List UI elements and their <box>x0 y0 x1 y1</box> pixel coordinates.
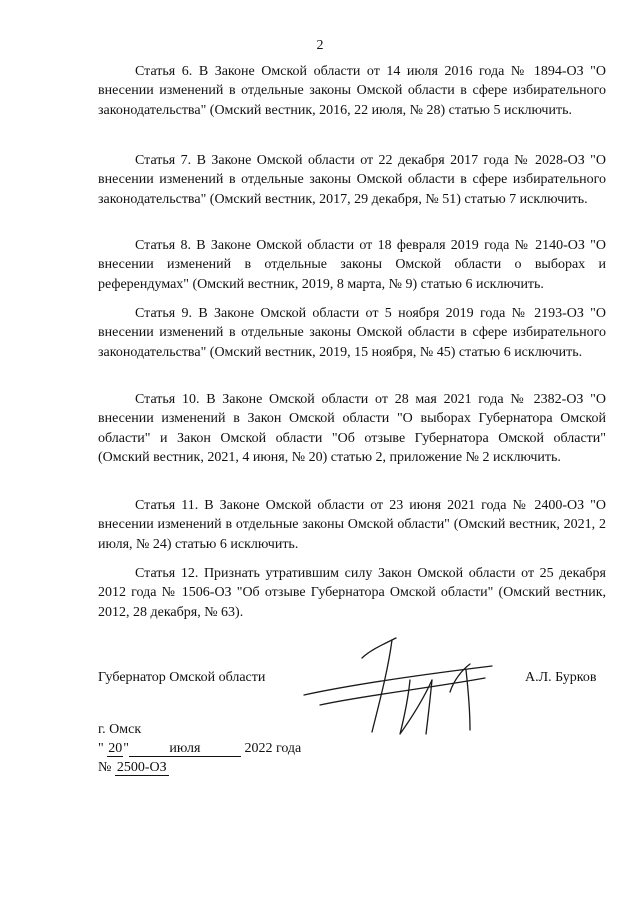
signatory-role: Губернатор Омской области <box>98 670 266 685</box>
handwritten-signature <box>300 630 500 740</box>
date-year: 2022 года <box>244 741 302 756</box>
article-11: Статья 11. В Законе Омской области от 23 июня 2021 года № 2400-ОЗ "О внесении изменений в отдельные законы Омской области" (Омский вестник, 2021, 2 июля, № 24) статью 6 исключить. <box>98 498 606 552</box>
date-close-quote: " <box>123 741 129 756</box>
article-7: Статья 7. В Законе Омской области от 22 декабря 2017 года № 2028-ОЗ "О внесении изменений в отдельные законы Омской области в сфере избирательного законодательства" (Омский вестник, 2017, 29 декабря, № 51) статью 7 исключить. <box>98 153 606 207</box>
date-month: июля <box>129 741 241 757</box>
article-8: Статья 8. В Законе Омской области от 18 февраля 2019 года № 2140-ОЗ "О внесении изменений в отдельные законы Омской области о выборах и референдумах" (Омский вестник, 2019, 8 марта, № 9) статью 6 исключить. <box>98 238 606 292</box>
date-day: 20 <box>108 741 123 756</box>
signing-date <box>98 741 301 757</box>
number-value: 2500-ОЗ <box>116 760 167 775</box>
article-6: Статья 6. В Законе Омской области от 14 июля 2016 года № 1894-ОЗ "О внесении изменений в отдельные законы Омской области в сфере избирательного законодательства" (Омский вестник, 2016, 22 июля, № 28) статью 5 исключить. <box>98 64 606 118</box>
number-sign: № <box>98 760 112 775</box>
article-12: Статья 12. Признать утратившим силу Закон Омской области от 25 декабря 2012 года № 1506-ОЗ "Об отзыве Губернатора Омской области" (Омский вестник, 2012, 28 декабря, № 63). <box>98 566 606 620</box>
place-of-signing: г. Омск <box>98 722 142 737</box>
law-number <box>98 760 169 776</box>
page-number: 2 <box>316 38 324 53</box>
article-9: Статья 9. В Законе Омской области от 5 ноября 2019 года № 2193-ОЗ "О внесении изменений в отдельные законы Омской области в сфере избирательного законодательства" (Омский вестник, 2019, 15 ноября, № 45) статью 6 исключить. <box>98 306 606 360</box>
article-10: Статья 10. В Законе Омской области от 28 мая 2021 года № 2382-ОЗ "О внесении изменений в Закон Омской области "О выборах Губернатора Омской области" и Закон Омской области "Об отзыве Губернатора Омской области" (Омский вестник, 2021, 4 июня, № 20) статью 2, приложение № 2 исключить. <box>98 392 606 466</box>
signatory-name: А.Л. Бурков <box>525 670 597 685</box>
date-open-quote: " <box>98 741 104 756</box>
